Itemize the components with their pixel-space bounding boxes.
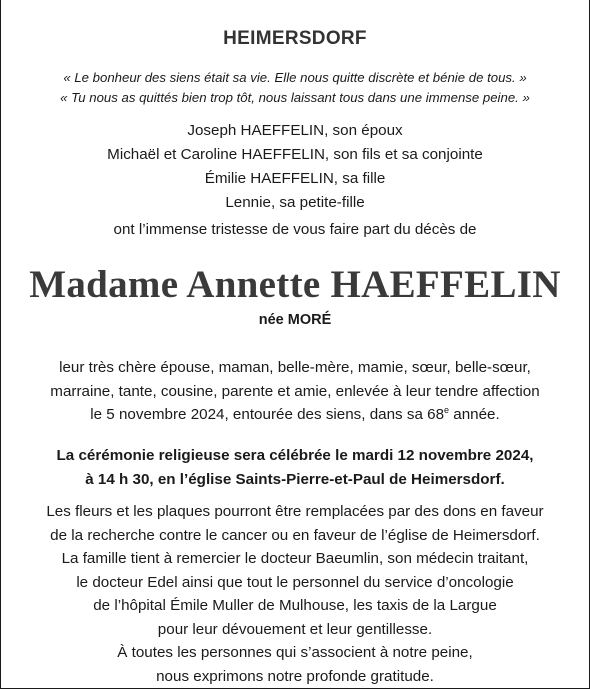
family-member: Émilie HAEFFELIN, sa fille xyxy=(204,170,386,187)
description-line: marraine, tante, cousine, parente et amie, enlevée à leur tendre affection xyxy=(50,382,540,400)
description-line xyxy=(1,403,589,427)
family-member: Lennie, sa petite-fille xyxy=(225,194,365,211)
closing-line: nous exprimons notre profonde gratitude. xyxy=(156,667,434,685)
closing-paragraph xyxy=(1,500,589,688)
closing-line: de l’hôpital Émile Muller de Mulhouse, les taxis de la Largue xyxy=(93,597,497,614)
description-line: leur très chère épouse, maman, belle-mère, mamie, sœur, belle-sœur, xyxy=(59,359,531,376)
ceremony-paragraph xyxy=(1,444,589,491)
place-heading: HEIMERSDORF xyxy=(223,28,367,49)
quote-line: « Tu nous as quittés bien trop tôt, nous laissant tous dans une immense peine. » xyxy=(60,90,530,105)
family-member: Joseph HAEFFELIN, son époux xyxy=(187,122,403,139)
closing-line: pour leur dévouement et leur gentillesse. xyxy=(157,620,433,638)
closing-line: le docteur Edel ainsi que tout le personnel du service d’oncologie xyxy=(76,573,514,591)
closing-line: À toutes les personnes qui s’associent à notre peine, xyxy=(117,644,473,661)
description-paragraph xyxy=(1,356,589,427)
closing-line: Les fleurs et les plaques pourront être remplacées par des dons en faveur xyxy=(46,503,544,520)
family-list xyxy=(1,119,589,215)
ceremony-line: La cérémonie religieuse sera célébrée le mardi 12 novembre 2024, xyxy=(56,447,534,464)
age-suffix-text: année. xyxy=(449,406,500,423)
quotes-block xyxy=(1,68,589,108)
closing-line: de la recherche contre le cancer ou en faveur de l’église de Heimersdorf. xyxy=(50,526,540,544)
deceased-name: Madame Annette HAEFFELIN xyxy=(29,263,561,306)
announcement-intro: ont l’immense tristesse de vous faire part du décès de xyxy=(113,221,477,238)
ceremony-line: à 14 h 30, en l’église Saints-Pierre-et-Paul de Heimersdorf. xyxy=(85,470,505,488)
date-age-text: le 5 novembre 2024, entourée des siens, dans sa 68 xyxy=(90,406,445,423)
quote-line: « Le bonheur des siens était sa vie. Elle nous quitte discrète et bénie de tous. » xyxy=(63,70,527,85)
closing-line: La famille tient à remercier le docteur Baeumlin, son médecin traitant, xyxy=(61,550,529,567)
family-member: Michaël et Caroline HAEFFELIN, son fils et sa conjointe xyxy=(107,146,483,163)
maiden-name: née MORÉ xyxy=(258,312,332,328)
ordinal-suffix: e xyxy=(444,404,450,415)
